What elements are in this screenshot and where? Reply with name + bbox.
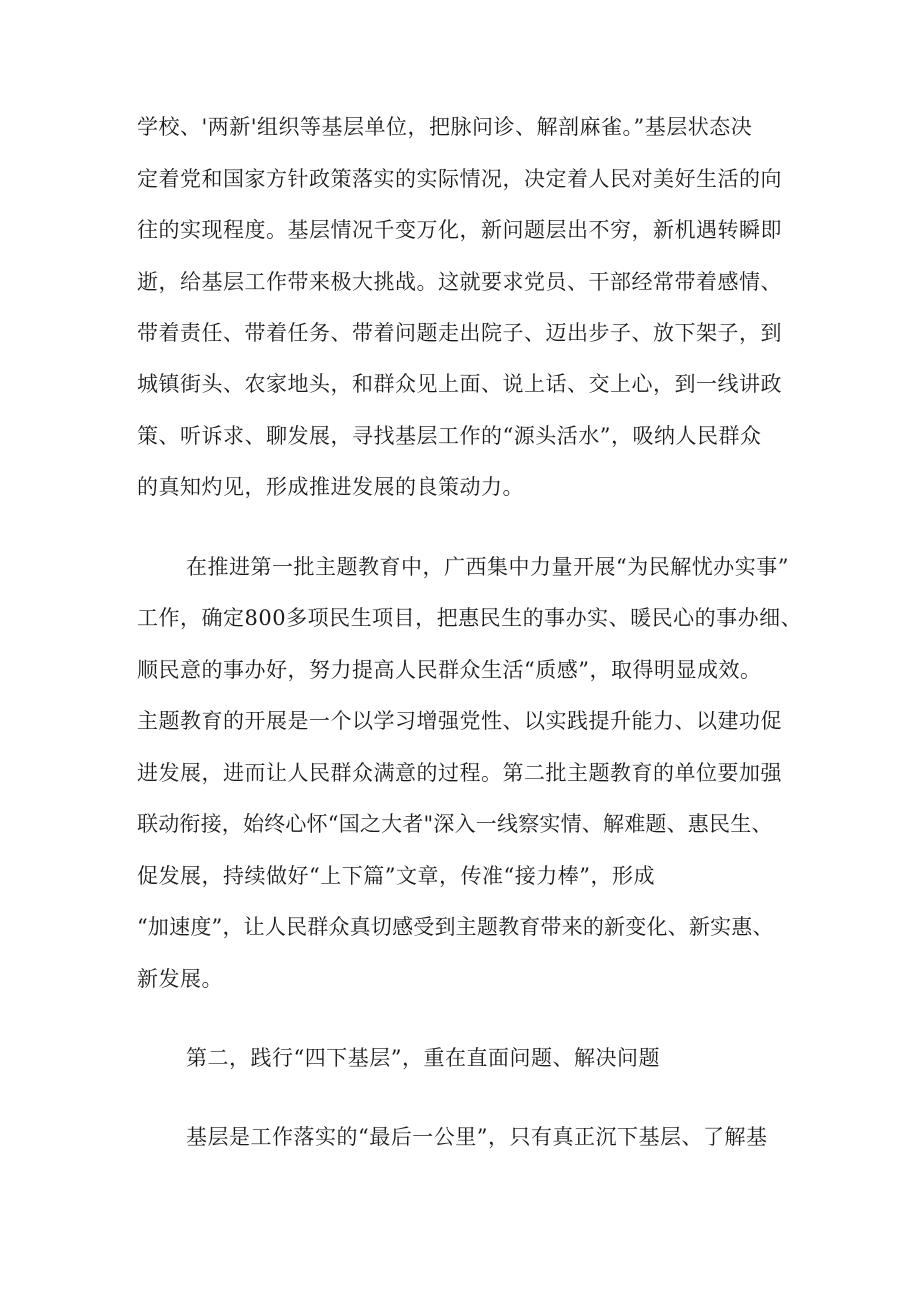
text-line: 顺民意的事办好，努力提高人民群众生活“质感”，取得明显成效。 bbox=[137, 658, 762, 682]
text-line: 新发展。 bbox=[137, 967, 223, 991]
text-line: 基层是工作落实的“最后一公里”，只有真正沉下基层、了解基 bbox=[186, 1125, 768, 1149]
text-line: 促发展，持续做好“上下篇”文章，传准“接力棒”，形成 bbox=[137, 864, 655, 888]
text-line: 定着党和国家方针政策落实的实际情况，决定着人民对美好生活的向 bbox=[137, 167, 782, 191]
text-line: “加速度”，让人民群众真切感受到主题教育带来的新变化、新实惠、 bbox=[137, 915, 774, 939]
text-line: 工作，确定800多项民生项目，把惠民生的事办实、暖民心的事办细、 bbox=[137, 606, 803, 630]
text-line: 城镇街头、农家地头，和群众见上面、说上话、交上心，到一线讲政 bbox=[137, 372, 782, 396]
text-line: 第二，践行“四下基层”，重在直面问题、解决问题 bbox=[186, 1046, 660, 1070]
text-line: 往的实现程度。基层情况千变万化，新问题层出不穷，新机遇转瞬即 bbox=[137, 218, 782, 242]
text-line: 策、听诉求、聊发展，寻找基层工作的“源头活水”，吸纳人民群众 bbox=[137, 424, 762, 448]
text-line: 主题教育的开展是一个以学习增强党性、以实践提升能力、以建功促 bbox=[137, 709, 782, 733]
text-line: 进发展，进而让人民群众满意的过程。第二批主题教育的单位要加强 bbox=[137, 761, 782, 785]
text-line: 学校、'两新'组织等基层单位，把脉问诊、解剖麻雀。”基层状态决 bbox=[137, 115, 753, 139]
text-line: 带着责任、带着任务、带着问题走出院子、迈出步子、放下架子，到 bbox=[137, 321, 782, 345]
text-line: 逝，给基层工作带来极大挑战。这就要求党员、干部经常带着感情、 bbox=[137, 270, 782, 294]
text-line: 的真知灼见，形成推进发展的良策动力。 bbox=[137, 475, 524, 499]
text-line: 联动衔接，始终心怀“国之大者"深入一线察实情、解难题、惠民生、 bbox=[137, 812, 773, 836]
text-line: 在推进第一批主题教育中，广西集中力量开展“为民解忧办实事” bbox=[186, 555, 789, 579]
